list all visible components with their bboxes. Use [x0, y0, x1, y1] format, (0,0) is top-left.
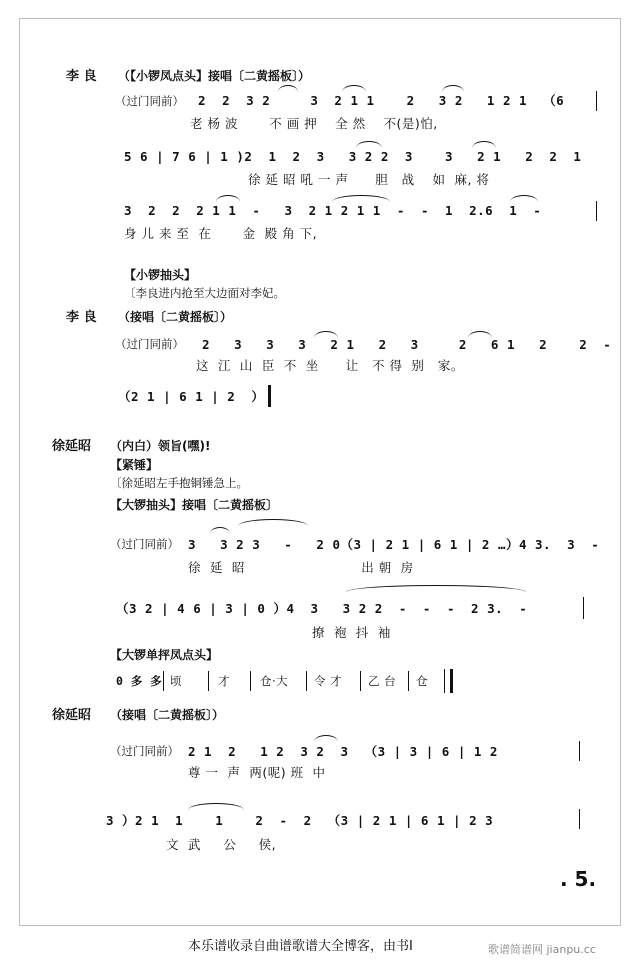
lyric-line: 这 江 山 臣 不 坐 让 不 得 别 家。 [196, 358, 464, 373]
barline [583, 597, 584, 619]
section-header: （接唱〔二黄摇板〕） [110, 708, 225, 722]
lyric-line: 尊 一 声 两(呢) 班 中 [188, 765, 326, 780]
lyric-line: 文 武 公 侯, [166, 837, 277, 852]
notation-line: （2 1 | 6 1 | 2 ） [118, 389, 265, 404]
slur-mark [278, 85, 298, 92]
sub-header: 【大锣抽头】接唱〔二黄摇板〕 [110, 498, 279, 512]
percussion-cell: 仓·大 [260, 674, 289, 688]
percussion-cell: 令 才 [314, 674, 343, 688]
slur-mark [332, 195, 390, 202]
percussion-cell: 乙 台 [368, 674, 397, 688]
slur-mark [210, 527, 230, 534]
role-name-xu-yanzhao: 徐延昭 [52, 708, 92, 723]
score-page [19, 18, 621, 926]
slur-mark [472, 141, 496, 148]
slur-mark [342, 85, 366, 92]
barline [579, 741, 580, 761]
lyric-line: 徐 延 昭 出 朝 房 [188, 560, 414, 575]
barline [408, 671, 409, 691]
notation-line: 2 1 2 1 2 3 2 3 （3 | 3 | 6 | 1 2 [188, 744, 498, 759]
intro-note: （过门同前） [115, 337, 184, 351]
slur-mark [356, 141, 382, 148]
slur-mark [188, 803, 244, 810]
notation-line: 5 6 | 7 6 | 1 )2 1 2 3 3 2 2 3 3 2 1 2 2 1 [124, 149, 582, 164]
percussion-cell: 才 [218, 674, 230, 688]
barline [250, 671, 251, 691]
percussion-cell: 仓 [416, 674, 428, 688]
slur-mark [346, 585, 526, 592]
footer-text: 本乐谱收录自曲谱歌谱大全博客，由书Ⅰ [188, 939, 413, 954]
intro-note: （过门同前） [110, 744, 179, 758]
end-barline [450, 669, 453, 693]
slur-mark [510, 195, 538, 202]
section-header: （【小锣凤点头】接唱〔二黄摇板〕） [118, 69, 311, 83]
barline [596, 201, 597, 221]
slur-mark [238, 519, 308, 526]
stage-direction: 〔李良进内抢至大边面对李妃。 [124, 286, 285, 300]
page-number: . 5. [560, 867, 597, 891]
barline [444, 669, 445, 693]
notation-line: 3 ）2 1 1 1 2 - 2 （3 | 2 1 | 6 1 | 2 3 [106, 813, 494, 828]
barline [596, 91, 597, 111]
stage-direction: 〔徐延昭左手抱铜锤急上。 [110, 476, 248, 490]
lyric-line: 身 儿 来 至 在 金 殿 角 下, [124, 226, 318, 241]
role-name-xu-yanzhao: 徐延昭 [52, 439, 92, 454]
lyric-line: 撩 袍 抖 袖 [312, 625, 391, 640]
section-header: （内白）领旨(嘿)! [110, 439, 211, 453]
slur-mark [314, 735, 338, 742]
section-header: 【小锣抽头】 [124, 268, 197, 282]
barline [360, 671, 361, 691]
intro-note: （过门同前） [115, 94, 184, 108]
lyric-line: 老 杨 波 不 画 押 全 然 不(是)怕, [190, 116, 438, 131]
slur-mark [216, 195, 240, 202]
role-name-li-liang: 李 良 [66, 69, 97, 84]
slur-mark [442, 85, 464, 92]
percussion-cell: 0 多 多 [116, 674, 163, 688]
watermark-text: 歌谱简谱网 jianpu.cc [488, 943, 596, 956]
notation-line: （3 2 | 4 6 | 3 | 0 ）4 3 3 2 2 - - - 2 3. - [116, 601, 528, 616]
notation-line: 3 2 2 2 1 1 - 3 2 1 2 1 1 - - 1 2.6 1 - [124, 203, 542, 218]
barline [208, 671, 209, 691]
notation-line: 2 2 3 2 3 2 1 1 2 3 2 1 2 1 （6 [198, 93, 565, 108]
intro-note: （过门同前） [110, 537, 179, 551]
section-header: （接唱〔二黄摇板〕） [118, 310, 233, 324]
lyric-line: 徐 延 昭 吼 一 声 胆 战 如 麻, 将 [248, 172, 490, 187]
end-barline [268, 385, 271, 407]
percussion-cell: 顷 [170, 674, 182, 688]
role-name-li-liang: 李 良 [66, 310, 97, 325]
barline [163, 671, 164, 691]
barline [306, 671, 307, 691]
notation-line: 3 3 2 3 - 2 0（3 | 2 1 | 6 1 | 2 …）4 3. 3 - [188, 537, 600, 552]
barline [579, 809, 580, 829]
notation-line: 2 3 3 3 2 1 2 3 2 6 1 2 2 - [202, 337, 612, 352]
section-header: 【大锣单抨凤点头】 [110, 648, 219, 662]
sub-header: 【紧锤】 [110, 458, 159, 472]
